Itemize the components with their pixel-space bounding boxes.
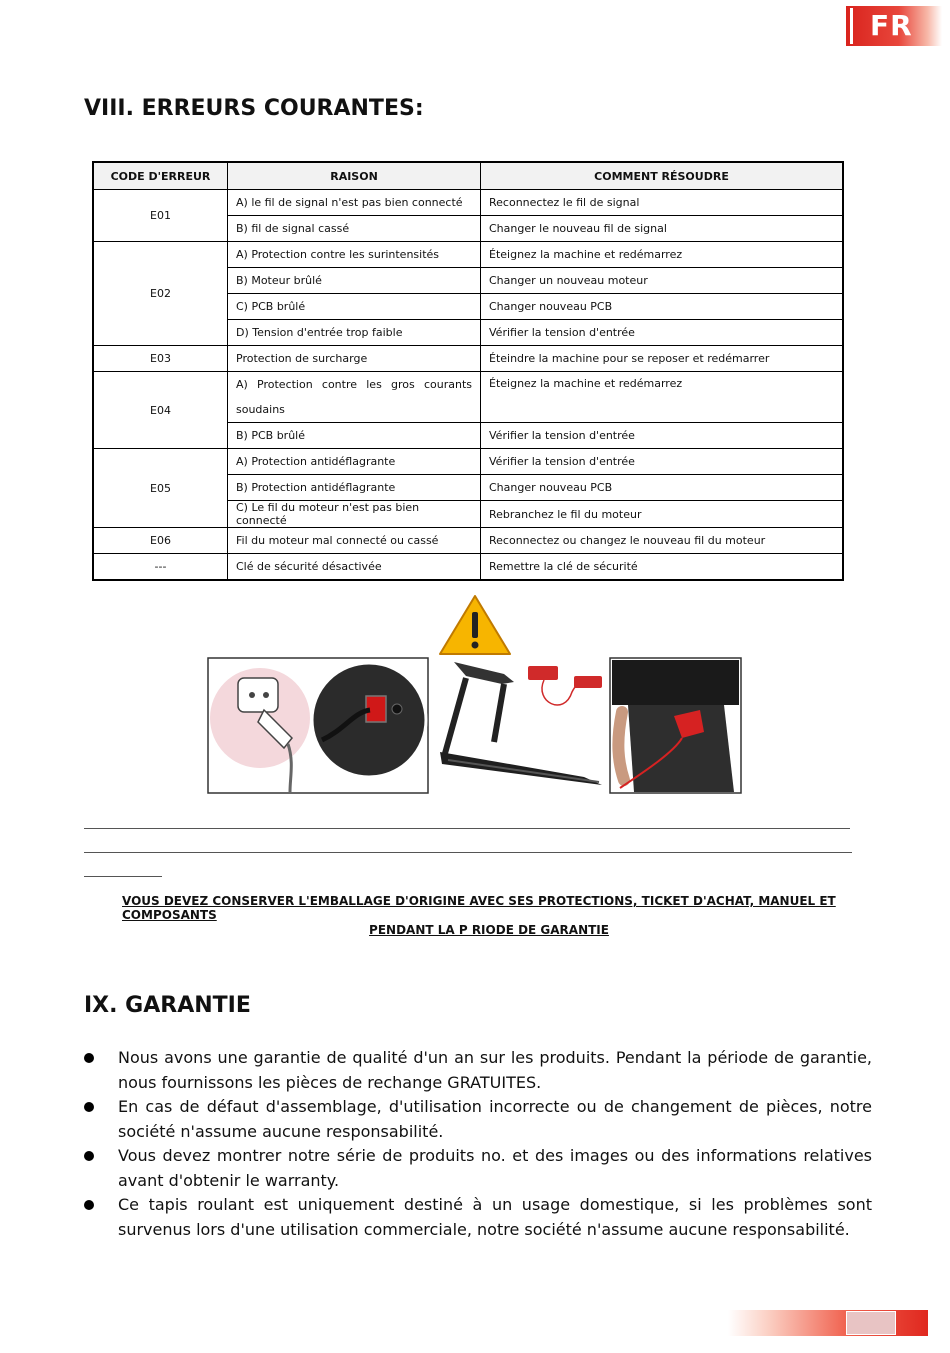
raison-cell: A) Protection contre les surintensités: [228, 242, 481, 268]
safety-key-clip-image: [610, 658, 741, 793]
error-code-cell: E01: [93, 190, 228, 242]
solution-cell: Changer nouveau PCB: [481, 294, 844, 320]
page-number-box: [846, 1311, 896, 1335]
raison-cell: B) Moteur brûlé: [228, 268, 481, 294]
separator-line: [84, 876, 162, 877]
bullet-icon: [84, 1200, 94, 1210]
bullet-icon: [84, 1151, 94, 1161]
header-raison: RAISON: [228, 162, 481, 190]
solution-cell: Vérifier la tension d'entrée: [481, 320, 844, 346]
raison-cell: A) Protection antidéflagrante: [228, 449, 481, 475]
solution-cell: Éteignez la machine et redémarrez: [481, 242, 844, 268]
solution-cell: Reconnectez ou changez le nouveau fil du moteur: [481, 528, 844, 554]
section-title-warranty: IX. GARANTIE: [84, 993, 251, 1018]
solution-cell: Reconnectez le fil de signal: [481, 190, 844, 216]
list-item: [84, 1095, 872, 1144]
solution-cell: Rebranchez le fil du moteur: [481, 501, 844, 528]
safety-illustration: [204, 592, 749, 797]
language-badge-label: FR: [870, 9, 913, 42]
treadmill-image: [440, 662, 602, 785]
table-row: [93, 372, 843, 423]
header-code: CODE D'ERREUR: [93, 162, 228, 190]
table-row: [93, 528, 843, 554]
error-code-cell: E04: [93, 372, 228, 449]
raison-cell: D) Tension d'entrée trop faible: [228, 320, 481, 346]
bullet-icon: [84, 1102, 94, 1112]
solution-cell: Éteignez la machine et redémarrez: [481, 372, 844, 423]
raison-cell: A) Protection contre les gros courants soudains: [228, 372, 481, 423]
error-code-cell: E05: [93, 449, 228, 528]
list-item: [84, 1046, 872, 1095]
solution-cell: Vérifier la tension d'entrée: [481, 449, 844, 475]
solution-cell: Changer le nouveau fil de signal: [481, 216, 844, 242]
solution-cell: Éteindre la machine pour se reposer et redémarrer: [481, 346, 844, 372]
table-header-row: [93, 162, 843, 190]
bullet-icon: [84, 1053, 94, 1063]
warning-icon: [440, 596, 510, 654]
list-item-text: Nous avons une garantie de qualité d'un an sur les produits. Pendant la période de garantie, nous fournissons les pièces de rechange GRATUITES.: [118, 1048, 872, 1092]
warranty-list: [84, 1046, 872, 1242]
list-item: [84, 1144, 872, 1193]
raison-cell: B) fil de signal cassé: [228, 216, 481, 242]
header-solution: COMMENT RÉSOUDRE: [481, 162, 844, 190]
raison-cell: A) le fil de signal n'est pas bien connecté: [228, 190, 481, 216]
footer-decoration: [728, 1310, 928, 1336]
raison-cell: Clé de sécurité désactivée: [228, 554, 481, 581]
list-item: [84, 1193, 872, 1242]
raison-cell: C) PCB brûlé: [228, 294, 481, 320]
error-table: [92, 161, 844, 581]
raison-cell: Fil du moteur mal connecté ou cassé: [228, 528, 481, 554]
table-row: [93, 554, 843, 581]
list-item-text: Vous devez montrer notre série de produits no. et des images ou des informations relatives avant d'obtenir le warranty.: [118, 1146, 872, 1190]
error-code-cell: E03: [93, 346, 228, 372]
raison-cell: B) PCB brûlé: [228, 423, 481, 449]
raison-cell: B) Protection antidéflagrante: [228, 475, 481, 501]
table-row: [93, 242, 843, 268]
separator-line: [84, 828, 850, 829]
raison-cell: Protection de surcharge: [228, 346, 481, 372]
error-code-cell: E02: [93, 242, 228, 346]
separator-line: [84, 852, 852, 853]
solution-cell: Changer nouveau PCB: [481, 475, 844, 501]
plug-socket-image: [208, 658, 428, 793]
table-row: [93, 346, 843, 372]
list-item-text: En cas de défaut d'assemblage, d'utilisation incorrecte ou de changement de pièces, notre société n'assume aucune responsabilité.: [118, 1097, 872, 1141]
table-row: [93, 449, 843, 475]
raison-cell: C) Le fil du moteur n'est pas bien connecté: [228, 501, 481, 528]
list-item-text: Ce tapis roulant est uniquement destiné à un usage domestique, si les problèmes sont survenus lors d'une utilisation commerciale, notre société n'assume aucune responsabilité.: [118, 1195, 872, 1239]
section-title-errors: VIII. ERREURS COURANTES:: [84, 96, 424, 121]
solution-cell: Remettre la clé de sécurité: [481, 554, 844, 581]
language-badge: [846, 6, 942, 46]
solution-cell: Changer un nouveau moteur: [481, 268, 844, 294]
solution-cell: Vérifier la tension d'entrée: [481, 423, 844, 449]
packaging-notice-line2: PENDANT LA P RIODE DE GARANTIE: [369, 923, 609, 937]
packaging-notice-line1: VOUS DEVEZ CONSERVER L'EMBALLAGE D'ORIGINE AVEC SES PROTECTIONS, TICKET D'ACHAT, MANUEL ET COMPOSANTS: [122, 894, 836, 922]
table-row: [93, 190, 843, 216]
error-code-cell: E06: [93, 528, 228, 554]
error-code-cell: ---: [93, 554, 228, 581]
